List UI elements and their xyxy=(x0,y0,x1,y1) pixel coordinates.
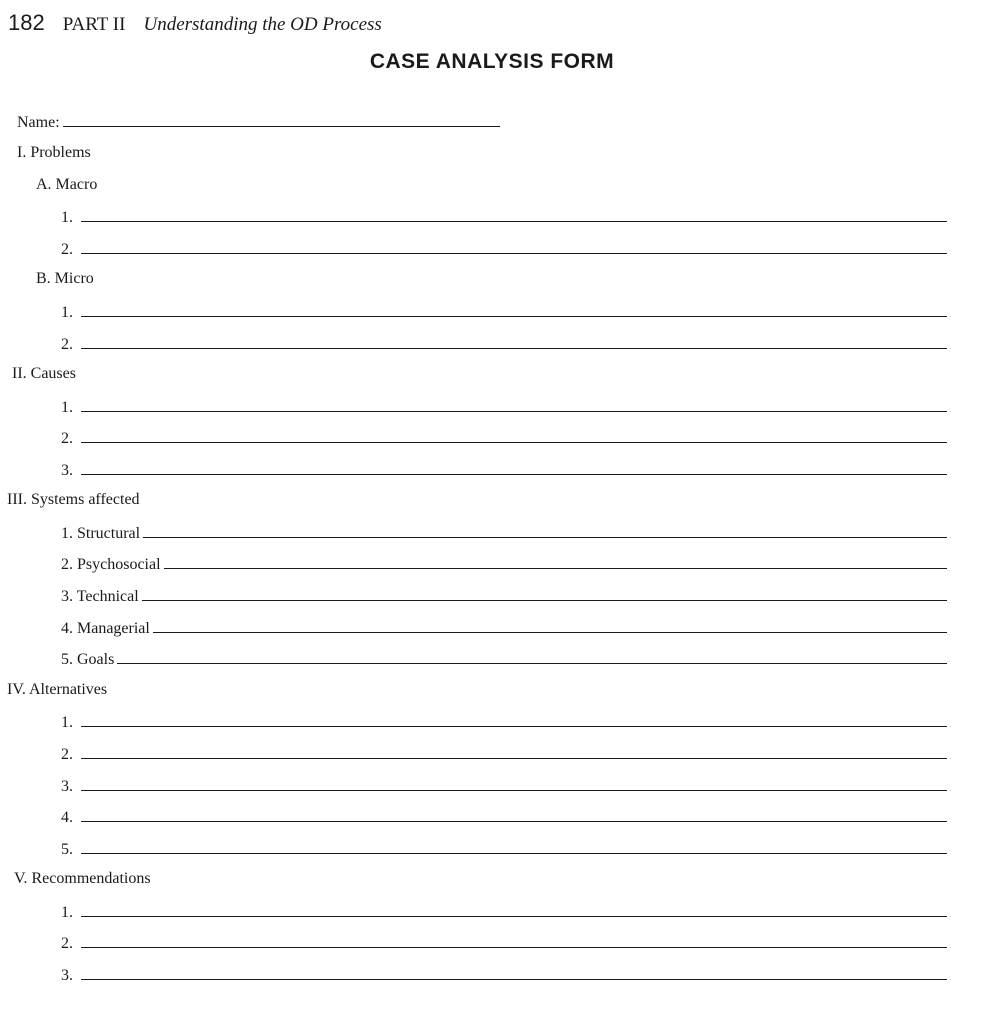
answer-field[interactable] xyxy=(81,302,947,317)
form-title: CASE ANALYSIS FORM xyxy=(369,50,615,73)
name-label: Name: xyxy=(17,114,60,131)
answer-line-macro-1 xyxy=(61,207,947,231)
item-label: 5. Goals xyxy=(61,651,115,668)
section-problems xyxy=(17,144,91,168)
answer-line-alternatives-5 xyxy=(61,839,947,863)
answer-field[interactable] xyxy=(81,965,947,980)
answer-line-causes-1 xyxy=(61,397,947,421)
item-number: 1. xyxy=(61,304,73,321)
item-number: 3. xyxy=(61,462,73,479)
answer-field[interactable] xyxy=(81,397,947,412)
answer-field[interactable] xyxy=(81,933,947,948)
answer-field[interactable] xyxy=(164,554,947,569)
section-causes xyxy=(12,365,76,389)
answer-field[interactable] xyxy=(81,776,947,791)
subsection-micro xyxy=(36,270,94,294)
item-number: 2. xyxy=(61,336,73,353)
answer-line-alternatives-4 xyxy=(61,807,947,831)
chapter-title: Understanding the OD Process xyxy=(143,14,382,35)
section-alternatives-label: IV. Alternatives xyxy=(7,681,108,698)
answer-field[interactable] xyxy=(81,239,947,254)
item-number: 1. xyxy=(61,399,73,416)
answer-field[interactable] xyxy=(117,649,947,664)
item-number: 2. xyxy=(61,241,73,258)
subsection-macro xyxy=(36,176,97,200)
item-number: 3. xyxy=(61,967,73,984)
page-header xyxy=(8,10,382,40)
answer-field[interactable] xyxy=(81,207,947,222)
item-number: 2. xyxy=(61,746,73,763)
answer-field[interactable] xyxy=(143,523,947,538)
item-number: 1. xyxy=(61,904,73,921)
item-number: 2. xyxy=(61,430,73,447)
answer-line-recommendations-3 xyxy=(61,965,947,989)
name-field[interactable] xyxy=(63,112,500,127)
item-number: 1. xyxy=(61,209,73,226)
answer-line-causes-2 xyxy=(61,428,947,452)
answer-field[interactable] xyxy=(142,586,947,601)
answer-field[interactable] xyxy=(81,334,947,349)
section-systems-label: III. Systems affected xyxy=(7,491,140,508)
answer-field[interactable] xyxy=(81,807,947,822)
answer-line-recommendations-1 xyxy=(61,902,947,926)
item-number: 5. xyxy=(61,841,73,858)
answer-line-alternatives-3 xyxy=(61,776,947,800)
answer-field[interactable] xyxy=(81,712,947,727)
answer-field[interactable] xyxy=(81,839,947,854)
item-label: 3. Technical xyxy=(61,588,139,605)
section-systems xyxy=(7,491,140,515)
answer-field[interactable] xyxy=(81,744,947,759)
answer-line-alternatives-1 xyxy=(61,712,947,736)
answer-line-goals xyxy=(61,649,947,673)
section-problems-label: I. Problems xyxy=(17,144,91,161)
answer-field[interactable] xyxy=(81,460,947,475)
item-label: 1. Structural xyxy=(61,525,141,542)
answer-line-managerial xyxy=(61,618,947,642)
item-number: 2. xyxy=(61,935,73,952)
item-label: 2. Psychosocial xyxy=(61,556,161,573)
answer-line-micro-1 xyxy=(61,302,947,326)
subsection-micro-label: B. Micro xyxy=(36,270,94,287)
item-label: 4. Managerial xyxy=(61,620,150,637)
section-causes-label: II. Causes xyxy=(12,365,76,382)
section-alternatives xyxy=(7,681,107,705)
subsection-macro-label: A. Macro xyxy=(36,176,98,193)
section-recommendations-label: V. Recommendations xyxy=(14,870,151,887)
answer-line-micro-2 xyxy=(61,334,947,358)
answer-line-macro-2 xyxy=(61,239,947,263)
answer-line-structural xyxy=(61,523,947,547)
section-recommendations xyxy=(14,870,151,894)
answer-field[interactable] xyxy=(153,618,947,633)
item-number: 4. xyxy=(61,809,73,826)
answer-line-recommendations-2 xyxy=(61,933,947,957)
answer-line-alternatives-2 xyxy=(61,744,947,768)
answer-line-psychosocial xyxy=(61,554,947,578)
name-row xyxy=(17,112,500,136)
answer-line-causes-3 xyxy=(61,460,947,484)
answer-line-technical xyxy=(61,586,947,610)
answer-field[interactable] xyxy=(81,902,947,917)
page-number: 182 xyxy=(8,10,45,35)
answer-field[interactable] xyxy=(81,428,947,443)
item-number: 3. xyxy=(61,778,73,795)
item-number: 1. xyxy=(61,714,73,731)
part-label: PART II xyxy=(62,14,126,35)
